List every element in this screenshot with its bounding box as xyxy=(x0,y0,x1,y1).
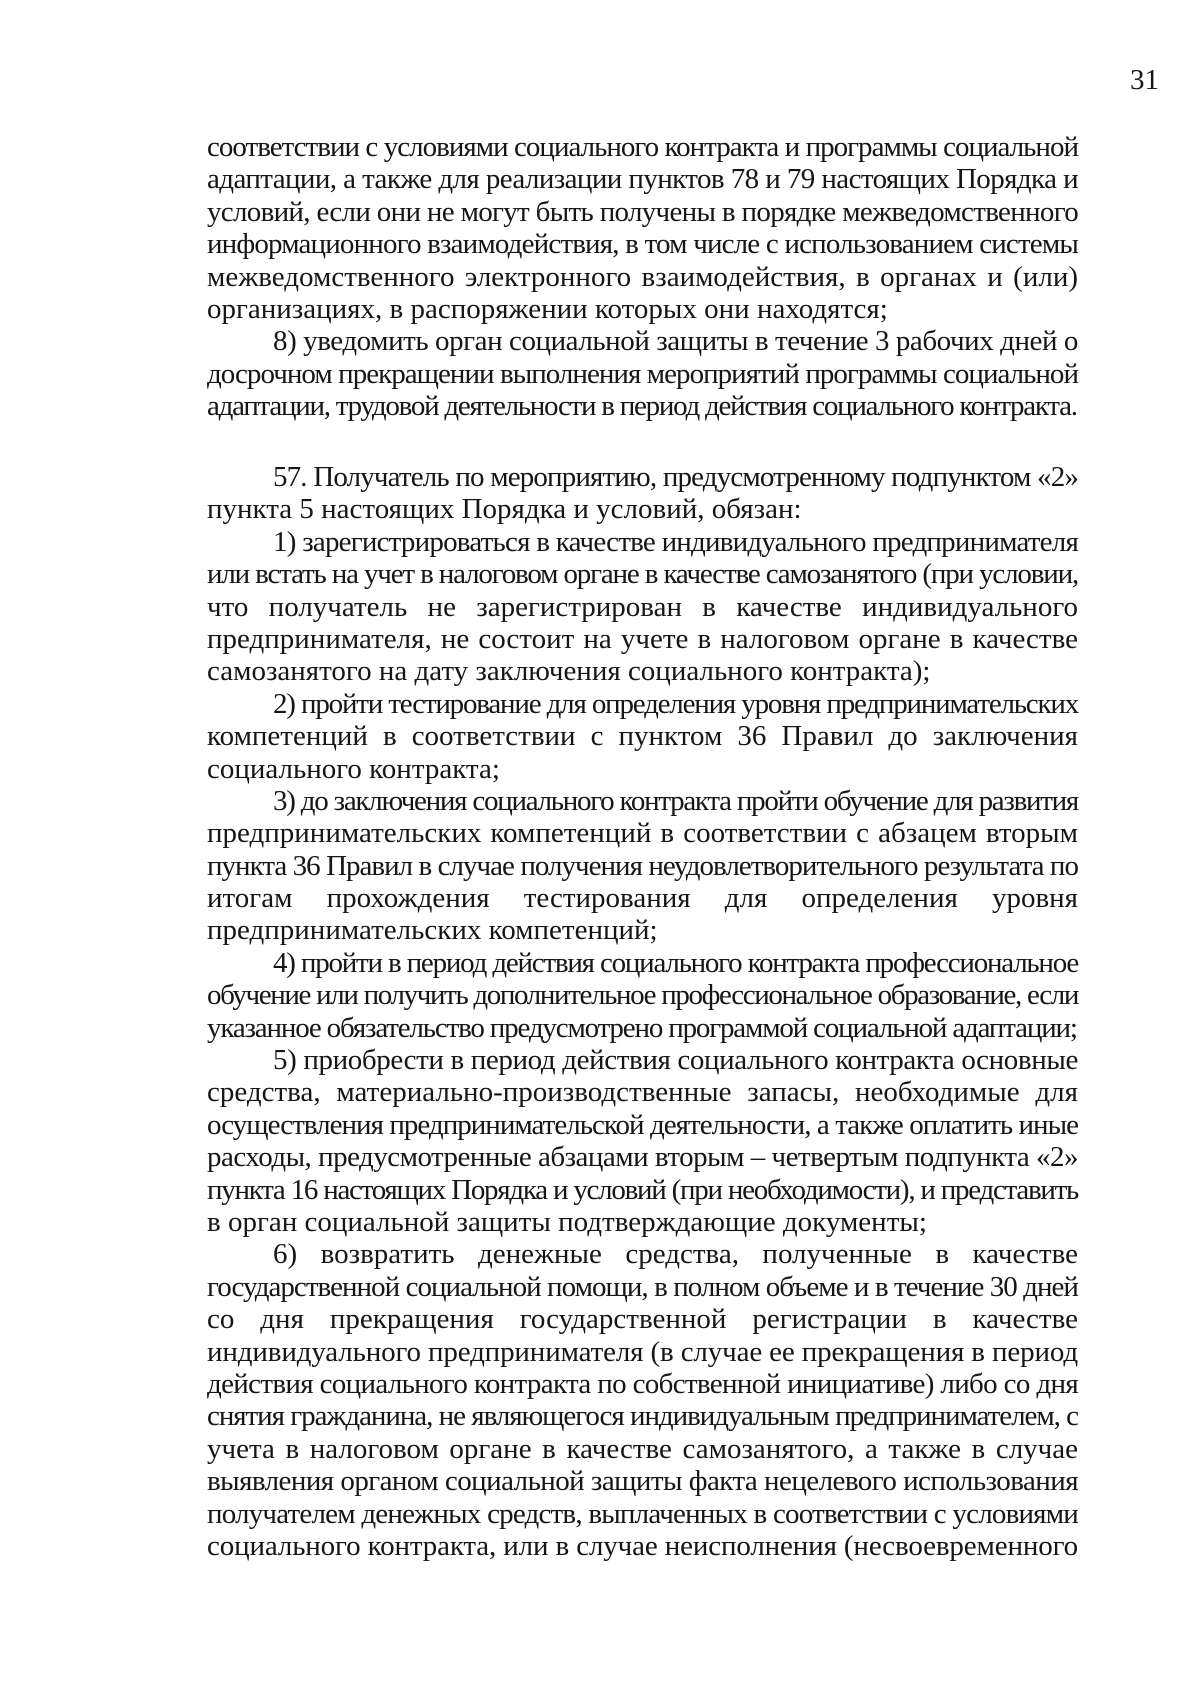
text-line: условий, если они не могут быть получены в порядке межведомственного xyxy=(207,195,1078,228)
text-line: адаптации, а также для реализации пунктов 78 и 79 настоящих Порядка и xyxy=(207,163,1078,196)
text-line: предпринимательских компетенций; xyxy=(207,914,658,947)
text-line: итогам прохождения тестирования для определения уровня xyxy=(207,882,1078,915)
text-line: информационного взаимодействия, в том числе с использованием системы xyxy=(207,228,1078,261)
text-line: 6) возвратить денежные средства, полученные в качестве xyxy=(273,1238,1078,1271)
text-line: адаптации, трудовой деятельности в период действия социального контракта. xyxy=(207,390,1077,423)
text-line: 2) пройти тестирование для определения уровня предпринимательских xyxy=(273,687,1078,720)
text-line: средства, материально-производственные запасы, необходимые для xyxy=(207,1076,1078,1109)
text-line: пункта 36 Правил в случае получения неудовлетворительного результата по xyxy=(207,849,1078,882)
text-line: государственной социальной помощи, в полном объеме и в течение 30 дней xyxy=(207,1270,1078,1303)
text-line: выявления органом социальной защиты факта нецелевого использования xyxy=(207,1465,1078,1498)
text-line: в орган социальной защиты подтверждающие документы; xyxy=(207,1205,927,1238)
text-line: получателем денежных средств, выплаченных в соответствии с условиями xyxy=(207,1497,1078,1530)
text-line: социального контракта; xyxy=(207,752,500,785)
text-line: снятия гражданина, не являющегося индивидуальным предпринимателем, с xyxy=(207,1400,1078,1433)
text-line: расходы, предусмотренные абзацами вторым – четвертым подпункта «2» xyxy=(207,1141,1078,1174)
text-line: 57. Получатель по мероприятию, предусмотренному подпунктом «2» xyxy=(273,461,1078,493)
text-line: осуществления предпринимательской деятельности, а также оплатить иные xyxy=(207,1108,1078,1141)
text-line: самозанятого на дату заключения социального контракта); xyxy=(207,655,931,688)
text-line: обучение или получить дополнительное профессиональное образование, если xyxy=(207,979,1078,1012)
text-line: пункта 16 настоящих Порядка и условий (при необходимости), и представить xyxy=(207,1173,1078,1206)
text-line: учета в налоговом органе в качестве самозанятого, а также в случае xyxy=(207,1432,1078,1465)
text-line: организациях, в распоряжении которых они находятся; xyxy=(207,292,888,325)
text-line: 8) уведомить орган социальной защиты в течение 3 рабочих дней о xyxy=(273,325,1078,358)
paragraph-item-57 xyxy=(0,461,1200,1562)
text-line: компетенций в соответствии с пунктом 36 Правил до заключения xyxy=(207,720,1078,753)
text-line: действия социального контракта по собственной инициативе) либо со дня xyxy=(207,1367,1078,1400)
text-line: социального контракта, или в случае неисполнения (несвоевременного xyxy=(207,1529,1078,1562)
text-line: предпринимательских компетенций в соответствии с абзацем вторым xyxy=(207,817,1078,850)
text-line: 1) зарегистрироваться в качестве индивидуального предпринимателя xyxy=(273,525,1078,558)
text-line: соответствии с условиями социального контракта и программы социальной xyxy=(207,131,1078,163)
page-number: 31 xyxy=(1130,64,1159,96)
text-line: досрочном прекращении выполнения мероприятий программы социальной xyxy=(207,357,1078,390)
text-line: индивидуального предпринимателя (в случае ее прекращения в период xyxy=(207,1335,1078,1368)
text-line: предпринимателя, не состоит на учете в налоговом органе в качестве xyxy=(207,622,1078,655)
text-line: со дня прекращения государственной регистрации в качестве xyxy=(207,1303,1078,1336)
paragraph-continuation xyxy=(0,131,1200,423)
text-line: указанное обязательство предусмотрено программой социальной адаптации; xyxy=(207,1011,1077,1044)
text-line: межведомственного электронного взаимодействия, в органах и (или) xyxy=(207,260,1078,293)
text-line: пункта 5 настоящих Порядка и условий, обязан: xyxy=(207,493,802,526)
text-line: что получатель не зарегистрирован в качестве индивидуального xyxy=(207,590,1078,623)
text-line: 5) приобрести в период действия социального контракта основные xyxy=(273,1044,1078,1077)
text-line: 3) до заключения социального контракта пройти обучение для развития xyxy=(273,784,1078,817)
text-line: 4) пройти в период действия социального контракта профессиональное xyxy=(273,946,1078,979)
text-line: или встать на учет в налоговом органе в качестве самозанятого (при условии, xyxy=(207,558,1078,591)
